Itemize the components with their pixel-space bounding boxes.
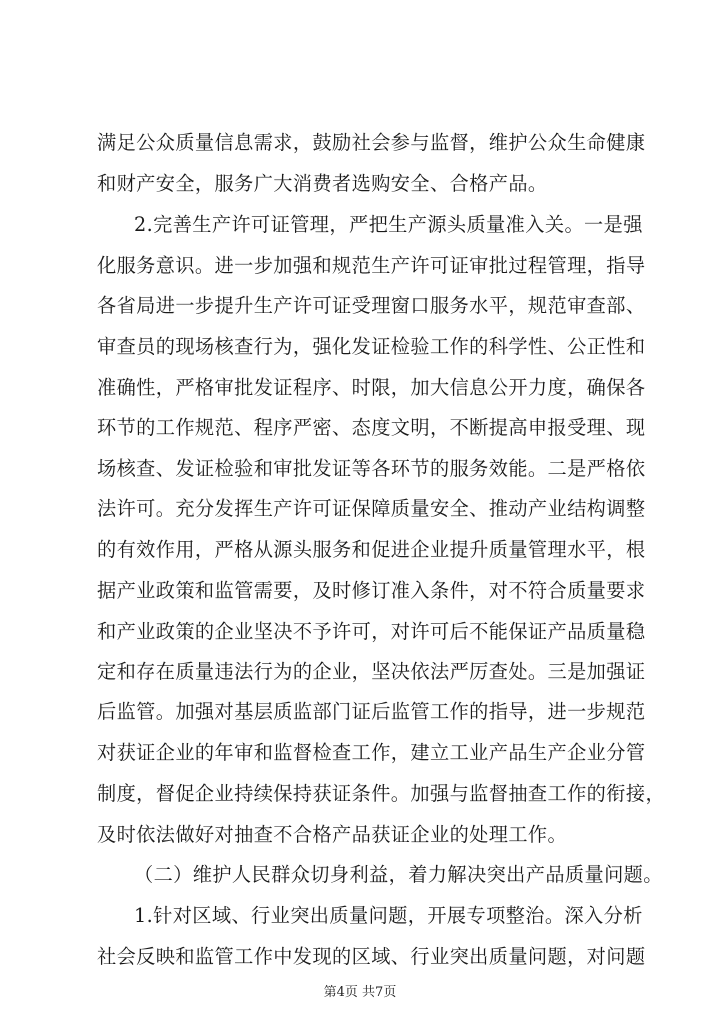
text-line: 化服务意识。进一步加强和规范生产许可证审批过程管理，指导 — [97, 254, 646, 277]
text-line: 及时依法做好对抽查不合格产品获证企业的处理工作。 — [97, 823, 568, 846]
text-line: 对获证企业的年审和监督检查工作，建立工业产品生产企业分管 — [97, 741, 646, 764]
text-line: 社会反映和监管工作中发现的区域、行业突出质量问题，对问题 — [97, 945, 646, 968]
text-line: 各省局进一步提升生产许可证受理窗口服务水平，规范审查部、 — [97, 294, 646, 317]
page-footer: 第4页 共7页 — [323, 985, 397, 1000]
text-line: 的有效作用，严格从源头服务和促进企业提升质量管理水平，根 — [97, 538, 646, 561]
text-line: 和产业政策的企业坚决不予许可，对许可后不能保证产品质量稳 — [97, 620, 646, 643]
text-line: 定和存在质量违法行为的企业，坚决依法严厉查处。三是加强证 — [97, 660, 646, 683]
text-line: 据产业政策和监管需要，及时修订准入条件，对不符合质量要求 — [97, 579, 646, 602]
text-line: 制度，督促企业持续保持获证条件。加强与监督抽查工作的衔接， — [97, 782, 666, 805]
text-line: 法许可。充分发挥生产许可证保障质量安全、推动产业结构调整 — [97, 497, 646, 520]
text-line: 场核查、发证检验和审批发证等各环节的服务效能。二是严格依 — [97, 457, 646, 480]
text-line: 满足公众质量信息需求，鼓励社会参与监督，维护公众生命健康 — [97, 131, 646, 154]
text-line: 环节的工作规范、程序严密、态度文明，不断提高申报受理、现 — [97, 416, 646, 439]
text-line: 和财产安全，服务广大消费者选购安全、合格产品。 — [97, 172, 548, 195]
text-line: 审查员的现场核查行为，强化发证检验工作的科学性、公正性和 — [97, 335, 646, 358]
section-heading: （二）维护人民群众切身利益，着力解决突出产品质量问题。 — [134, 863, 663, 886]
text-line: 准确性，严格审批发证程序、时限，加大信息公开力度，确保各 — [97, 376, 646, 399]
text-line: 后监管。加强对基层质监部门证后监管工作的指导，进一步规范 — [97, 700, 646, 723]
paragraph-start-line: 2.完善生产许可证管理，严把生产源头质量准入关。一是强 — [134, 213, 643, 236]
paragraph-start-line: 1.针对区域、行业突出质量问题，开展专项整治。深入分析 — [134, 904, 643, 927]
